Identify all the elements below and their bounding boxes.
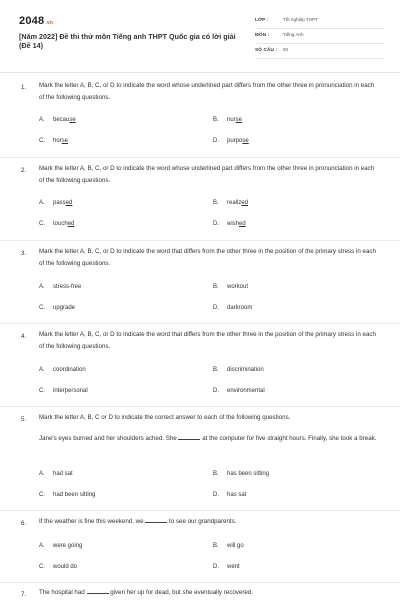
- option-text: workout: [227, 284, 249, 290]
- question-text-part: given her up for dead, but she eventually recovered.: [110, 589, 253, 596]
- option-letter: C.: [39, 305, 45, 311]
- meta-key: SỐ CÂU :: [255, 47, 278, 52]
- question-number: 3.: [21, 250, 27, 257]
- option-underlined: ed: [65, 200, 73, 206]
- answer-blank: [87, 588, 109, 594]
- option-text: has been sitting: [227, 471, 270, 477]
- option-letter: A.: [39, 117, 45, 123]
- option-letter: A.: [39, 284, 45, 290]
- question-divider: [0, 406, 400, 407]
- option-d[interactable]: [213, 138, 249, 144]
- option-text: will go: [227, 543, 244, 549]
- question-divider: [0, 157, 400, 158]
- option-d[interactable]: [213, 388, 265, 394]
- question-divider: [0, 582, 400, 583]
- option-letter: A.: [39, 200, 45, 206]
- passage-text: at the computer for five straight hours. Finally, she took a break.: [202, 435, 377, 442]
- option-d[interactable]: [213, 492, 246, 498]
- option-letter: C.: [39, 388, 45, 394]
- question-text-part: to see our grandparents.: [169, 518, 237, 525]
- question-number: 5.: [21, 416, 27, 423]
- option-letter: B.: [213, 200, 219, 206]
- question-text: [39, 587, 379, 599]
- option-letter: C.: [39, 138, 45, 144]
- option-letter: B.: [213, 543, 219, 549]
- option-text: would do: [53, 564, 78, 570]
- option-letter: C.: [39, 221, 45, 227]
- option-text: had been sitting: [53, 492, 96, 498]
- meta-value: 50: [283, 47, 289, 52]
- question-number: 4.: [21, 333, 27, 340]
- question-text: Mark the letter A, B, C, or D to indicate the word whose underlined part differs from the other three in pronunciation in each of the following questions.: [39, 165, 375, 184]
- question-text: [39, 516, 379, 528]
- option-letter: D.: [213, 492, 219, 498]
- meta-row-class: [255, 14, 385, 29]
- logo-text: 2048: [19, 15, 45, 27]
- option-letter: A.: [39, 471, 45, 477]
- option-b[interactable]: [213, 367, 264, 373]
- question-text: Mark the letter A, B, C, or D to indicate the word whose underlined part differs from the other three in pronunciation in each of the following questions.: [39, 82, 375, 101]
- option-a[interactable]: [39, 471, 73, 477]
- option-a[interactable]: [39, 117, 76, 123]
- option-underlined: se: [235, 117, 243, 123]
- option-text: environmental: [227, 388, 265, 394]
- option-a[interactable]: [39, 543, 82, 549]
- option-letter: B.: [213, 284, 219, 290]
- passage-text: Jane's eyes burned and her shoulders ached. She: [39, 435, 177, 442]
- option-b[interactable]: [213, 200, 248, 206]
- option-text: pass: [53, 200, 66, 206]
- option-letter: A.: [39, 543, 45, 549]
- option-c[interactable]: [39, 305, 75, 311]
- option-text: discrimination: [227, 367, 264, 373]
- option-b[interactable]: [213, 284, 248, 290]
- option-c[interactable]: [39, 564, 77, 570]
- question-divider: [0, 510, 400, 511]
- question-text: Mark the letter A, B, C, or D to indicate the word that differs from the other three in the position of the primary stress in each of the following questions.: [39, 248, 376, 267]
- question-number: 2.: [21, 167, 27, 174]
- question-number: 1.: [21, 84, 27, 91]
- option-d[interactable]: [213, 305, 252, 311]
- question-number: 7.: [21, 591, 27, 598]
- option-text: touch: [53, 221, 68, 227]
- option-text: nur: [227, 117, 236, 123]
- option-text: purpo: [227, 138, 243, 144]
- option-text: stress-free: [53, 284, 82, 290]
- meta-key: MÔN :: [255, 32, 270, 37]
- option-text: has sat: [227, 492, 247, 498]
- option-b[interactable]: [213, 117, 242, 123]
- option-text: darkroom: [227, 305, 253, 311]
- meta-row-subject: [255, 29, 385, 44]
- option-letter: C.: [39, 564, 45, 570]
- option-underlined: se: [242, 138, 249, 144]
- meta-value: Tiếng Anh: [283, 32, 304, 37]
- option-text: went: [227, 564, 240, 570]
- header-divider: [0, 72, 400, 73]
- option-c[interactable]: [39, 492, 95, 498]
- option-text: were going: [53, 543, 83, 549]
- option-letter: C.: [39, 492, 45, 498]
- document-title: [Năm 2022] Đề thi thử môn Tiếng anh THPT Quốc gia có lời giải (Đề 14): [19, 32, 236, 50]
- option-underlined: se: [69, 117, 76, 123]
- answer-blank: [145, 517, 167, 523]
- option-text: realiz: [227, 200, 242, 206]
- option-d[interactable]: [213, 564, 240, 570]
- question-divider: [0, 323, 400, 324]
- option-letter: B.: [213, 117, 219, 123]
- option-a[interactable]: [39, 284, 81, 290]
- meta-key: LỚP :: [255, 17, 269, 22]
- option-underlined: se: [61, 138, 69, 144]
- question-text: Mark the letter A, B, C or D to indicate the correct answer to each of the following questions.: [39, 414, 291, 421]
- logo-suffix: .vn: [45, 20, 54, 26]
- question-number: 6.: [21, 520, 27, 527]
- option-underlined: ed: [241, 200, 249, 206]
- option-text: coordination: [53, 367, 86, 373]
- option-underlined: ed: [67, 221, 75, 227]
- option-c[interactable]: [39, 221, 74, 227]
- option-letter: D.: [213, 305, 219, 311]
- page-header: [0, 0, 400, 70]
- option-text: had sat: [53, 471, 73, 477]
- option-c[interactable]: [39, 138, 68, 144]
- option-letter: D.: [213, 138, 219, 144]
- option-text: becau: [53, 117, 70, 123]
- option-d[interactable]: [213, 221, 246, 227]
- option-b[interactable]: [213, 471, 269, 477]
- option-text: hor: [53, 138, 62, 144]
- option-c[interactable]: [39, 388, 88, 394]
- option-text: upgrade: [53, 305, 76, 311]
- question-text-part: The hospital had: [39, 589, 85, 596]
- question-passage: [39, 433, 379, 445]
- option-letter: B.: [213, 367, 219, 373]
- option-underlined: ed: [239, 221, 246, 227]
- option-letter: D.: [213, 221, 219, 227]
- option-b[interactable]: [213, 543, 244, 549]
- question-text-part: If the weather is fine this weekend, we: [39, 518, 144, 525]
- option-letter: D.: [213, 564, 219, 570]
- option-letter: D.: [213, 388, 219, 394]
- option-a[interactable]: [39, 200, 72, 206]
- question-text: Mark the letter A, B, C, or D to indicate the word that differs from the other three in the position of the primary stress in each of the following questions.: [39, 331, 376, 350]
- site-logo[interactable]: [19, 15, 53, 27]
- answer-blank: [178, 434, 200, 440]
- option-letter: A.: [39, 367, 45, 373]
- question-divider: [0, 240, 400, 241]
- meta-panel: [255, 14, 385, 59]
- meta-row-count: [255, 44, 385, 59]
- meta-value: Tốt nghiệp THPT: [283, 17, 318, 22]
- option-text: wish: [227, 221, 240, 227]
- option-a[interactable]: [39, 367, 86, 373]
- option-letter: B.: [213, 471, 219, 477]
- option-text: interpersonal: [53, 388, 88, 394]
